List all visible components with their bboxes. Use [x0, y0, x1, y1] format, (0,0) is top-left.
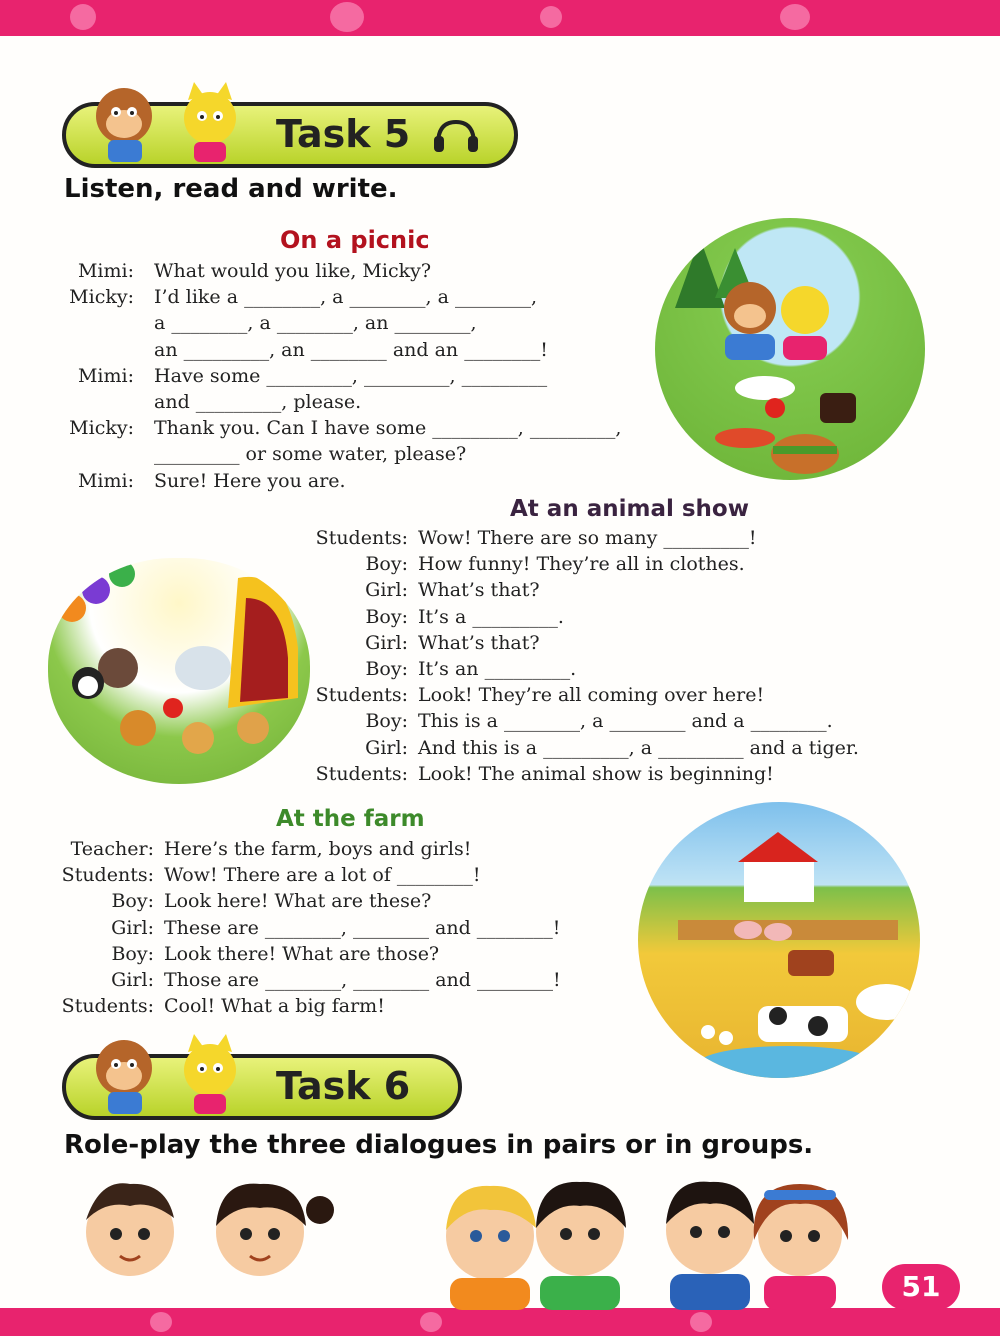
- dialogue-text: Wow! There are so many _________!: [418, 527, 757, 549]
- dialogue-line: [60, 363, 680, 389]
- dialogue-line: [60, 441, 680, 467]
- speaker-label: Boy:: [365, 658, 408, 680]
- dialogue-line: [60, 993, 640, 1019]
- page-number: 51: [882, 1264, 960, 1310]
- dialogue-text: and _________, please.: [154, 391, 362, 413]
- top-border-band: [0, 0, 1000, 36]
- dialogue-line: [60, 862, 640, 888]
- dialogue-line: [60, 389, 680, 415]
- dialogue-text: How funny! They’re all in clothes.: [418, 553, 745, 576]
- speaker-label: Girl:: [365, 579, 408, 602]
- task5-instruction: Listen, read and write.: [64, 174, 398, 204]
- dialogue-text: Look here! What are these?: [164, 890, 432, 913]
- farm-title: At the farm: [276, 806, 425, 832]
- dialogue-text: It’s an _________.: [418, 658, 577, 680]
- speaker-label: Students:: [61, 995, 154, 1018]
- speaker-label: Boy:: [111, 942, 154, 965]
- dialogue-line: [310, 525, 930, 551]
- dialogue-text: What would you like, Micky?: [154, 260, 432, 282]
- speaker-label: Mimi:: [77, 260, 134, 282]
- speaker-label: Girl:: [111, 916, 154, 939]
- dialogue-line: [310, 735, 930, 761]
- dialogue-line: [310, 682, 930, 708]
- dialogue-text: Those are ________, ________ and ________!: [164, 969, 561, 991]
- farm-illustration: [638, 802, 920, 1078]
- dialogue-line: [310, 761, 930, 787]
- dialogue-text: Wow! There are a lot of ________!: [164, 864, 481, 887]
- dialogue-line: [60, 337, 680, 363]
- speaker-label: Teacher:: [70, 838, 154, 860]
- speaker-label: Students:: [61, 864, 154, 887]
- dialogue-text: Have some _________, _________, _________: [154, 364, 548, 387]
- monkey-cat-mascots-icon: [80, 78, 260, 164]
- speaker-label: Mimi:: [77, 364, 134, 387]
- task6-instruction: Role-play the three dialogues in pairs or in groups.: [64, 1130, 814, 1160]
- speaker-label: Boy:: [365, 605, 408, 628]
- speaker-label: Boy:: [365, 710, 408, 733]
- bottom-border-band: [0, 1308, 1000, 1336]
- dialogue-line: [60, 836, 640, 862]
- dialogue-text: I’d like a ________, a ________, a ________,: [154, 286, 537, 309]
- animal-show-illustration: [48, 558, 310, 784]
- dialogue-line: [310, 656, 930, 682]
- dialogue-line: [310, 604, 930, 630]
- speaker-label: Boy:: [111, 890, 154, 913]
- speaker-label: Mimi:: [77, 469, 134, 492]
- speaker-label: Girl:: [111, 969, 154, 991]
- dialogue-text: What’s that?: [418, 579, 540, 602]
- dialogue-text: a ________, a ________, an ________,: [154, 312, 477, 335]
- dialogue-line: [310, 630, 930, 656]
- speaker-label: Students:: [315, 684, 408, 707]
- dialogue-text: This is a ________, a ________ and a ________.: [418, 710, 833, 733]
- dialogue-text: _________ or some water, please?: [154, 443, 467, 466]
- dialogue-text: It’s a _________.: [418, 605, 564, 628]
- dialogue-line: [310, 551, 930, 577]
- dialogue-text: Look there! What are those?: [164, 942, 440, 965]
- speaker-label: Micky:: [69, 286, 134, 309]
- children-faces-illustration: [70, 1170, 870, 1310]
- dialogue-text: Here’s the farm, boys and girls!: [164, 838, 472, 860]
- dialogue-line: [60, 284, 680, 310]
- dialogue-text: These are ________, ________ and ________!: [164, 916, 561, 939]
- speaker-label: Students:: [315, 762, 408, 785]
- speaker-label: Students:: [315, 527, 408, 549]
- speaker-label: Girl:: [365, 631, 408, 654]
- dialogue-line: [310, 708, 930, 734]
- speaker-label: Boy:: [365, 553, 408, 576]
- dialogue-line: [60, 941, 640, 967]
- dialogue-line: [60, 310, 680, 336]
- picnic-title: On a picnic: [280, 226, 430, 254]
- dialogue-line: [60, 915, 640, 941]
- dialogue-line: [60, 967, 640, 993]
- dialogue-text: Look! They’re all coming over here!: [418, 684, 765, 707]
- speaker-label: Micky:: [69, 417, 134, 440]
- dialogue-text: What’s that?: [418, 631, 540, 654]
- dialogue-line: [60, 415, 680, 441]
- speaker-label: Girl:: [365, 736, 408, 759]
- dialogue-text: Sure! Here you are.: [154, 469, 346, 492]
- task6-title: Task 6: [276, 1064, 411, 1108]
- dialogue-text: Thank you. Can I have some _________, _________,: [154, 417, 622, 440]
- task5-title: Task 5: [276, 112, 411, 156]
- dialogue-text: And this is a _________, a _________ and a tiger.: [418, 736, 859, 759]
- dialogue-text: an _________, an ________ and an ________!: [154, 338, 548, 361]
- monkey-cat-mascots-icon: [80, 1030, 260, 1116]
- animal-show-title: At an animal show: [510, 496, 749, 522]
- headphones-icon: [432, 118, 480, 154]
- dialogue-line: [60, 468, 680, 494]
- dialogue-text: Look! The animal show is beginning!: [418, 762, 774, 785]
- dialogue-text: Cool! What a big farm!: [164, 995, 385, 1018]
- picnic-illustration: [655, 218, 925, 480]
- dialogue-line: [60, 258, 680, 284]
- dialogue-line: [60, 888, 640, 914]
- dialogue-line: [310, 577, 930, 603]
